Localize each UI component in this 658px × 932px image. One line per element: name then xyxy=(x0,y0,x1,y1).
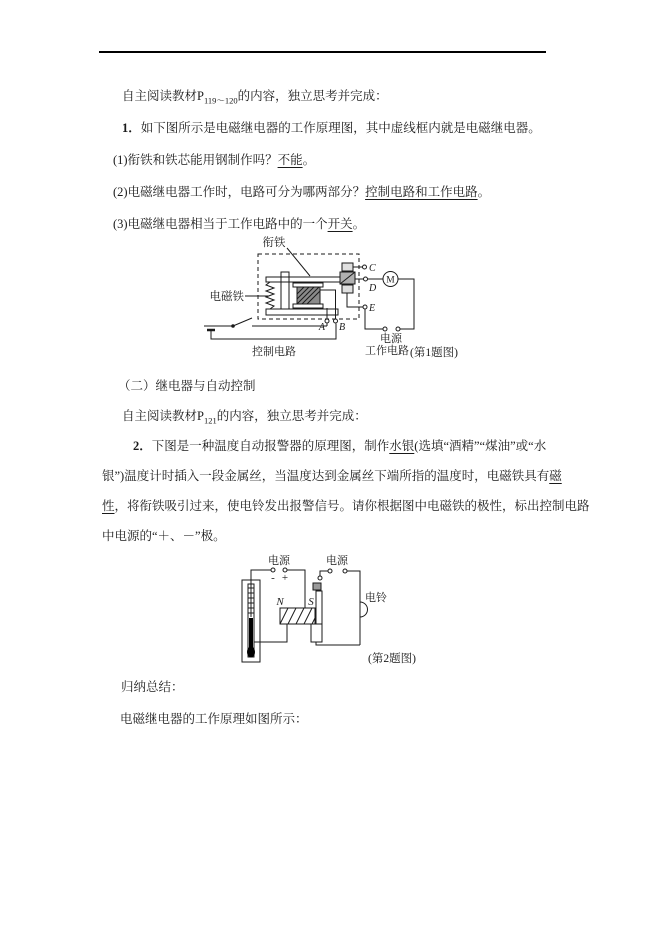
contact-e-wire xyxy=(347,293,363,307)
question2-number: 2． xyxy=(133,439,152,453)
contact-e-label: E xyxy=(369,303,376,314)
q1s3-text: (3)电磁继电器相当于工作电路中的一个 xyxy=(113,217,328,231)
summary-body: 电磁继电器的工作原理如图所示： xyxy=(120,712,308,726)
pole-s-label: S xyxy=(308,596,314,608)
diagram2-caption: (第2题图) xyxy=(368,653,416,665)
work-power-terminal-right xyxy=(343,569,347,573)
electromagnet-label: 电磁铁 xyxy=(209,291,244,303)
question1-number: 1． xyxy=(122,121,141,135)
diagram1-caption: (第1题图) xyxy=(410,347,458,359)
terminal-a-label: A xyxy=(318,322,325,333)
q2l1-tail: (选填“酒精”“煤油”或“水 xyxy=(414,439,547,453)
intro2-pre: 自主阅读教材P xyxy=(122,409,204,423)
work-circuit-label: 工作电路 xyxy=(365,345,409,357)
q1s1-answer: 不能 xyxy=(277,153,303,167)
control-circuit-wiring xyxy=(204,318,336,339)
work-power-label: 电源 xyxy=(326,555,348,567)
question1-text: 如下图所示是电磁继电器的工作原理图，其中虚线框内就是电磁继电器。 xyxy=(140,121,541,135)
work-power-terminal-left xyxy=(328,569,332,573)
q1s3-answer: 开关 xyxy=(327,217,353,231)
plus-sign: + xyxy=(281,572,289,584)
relay-post xyxy=(281,272,289,309)
thermometer-top-wire xyxy=(251,570,271,584)
q1s1-text: (1)衔铁和铁芯能用钢制作吗？ xyxy=(113,153,278,167)
contact-c-terminal xyxy=(363,265,367,269)
temperature-alarm-diagram xyxy=(230,548,450,673)
question1-sub2-line xyxy=(113,184,490,200)
bell-top-wire xyxy=(347,571,360,602)
terminal-b-circle xyxy=(334,319,338,323)
q2l1-text: 下图是一种温度自动报警器的原理图，制作 xyxy=(151,439,390,453)
q1s2-answer: 控制电路和工作电路 xyxy=(365,185,478,199)
section2-heading: （二）继电器与自动控制 xyxy=(118,379,256,393)
contact-e-terminal xyxy=(363,305,367,309)
control-power-label: 电源 xyxy=(268,555,290,567)
q2l3-text: ，将衔铁吸引过来，使电铃发出报警信号。请你根据图中电磁铁的极性，标出控制电路 xyxy=(114,499,590,513)
coil-top-wire xyxy=(287,570,305,608)
contact-c-label: C xyxy=(369,263,376,274)
armature-bar xyxy=(316,591,322,624)
switch-blade xyxy=(233,318,252,326)
question1-line xyxy=(122,120,541,136)
question2-line2 xyxy=(102,468,562,484)
bell-label: 电铃 xyxy=(365,592,387,604)
intro1-post: 的内容，独立思考并完成： xyxy=(237,89,388,103)
mercury-bulb xyxy=(247,647,255,658)
q1s3-period: 。 xyxy=(352,217,366,231)
armature-label: 衔铁 xyxy=(262,237,286,249)
thermometer-side-wire xyxy=(254,624,287,642)
thermometer xyxy=(242,580,260,662)
question2-line1 xyxy=(133,438,546,454)
q1s1-period: 。 xyxy=(302,153,316,167)
electromagnet-coil xyxy=(280,608,315,624)
work-power-terminal-right xyxy=(396,327,400,331)
intro1-line xyxy=(122,88,388,109)
question2-line3 xyxy=(102,498,590,514)
top-rule xyxy=(99,51,546,53)
bell-symbol xyxy=(360,602,368,617)
terminal-a-circle xyxy=(325,319,329,323)
armature-leader-line xyxy=(287,248,310,276)
intro2-post: 的内容，独立思考并完成： xyxy=(216,409,367,423)
contact-d-label: D xyxy=(369,283,377,294)
work-power-terminal-left xyxy=(383,327,387,331)
armature-spring-base xyxy=(311,624,322,642)
summary-heading: 归纳总结： xyxy=(121,680,184,694)
intro1-pre: 自主阅读教材P xyxy=(122,89,204,103)
q1s2-period: 。 xyxy=(477,185,491,199)
q2l1-answer: 水银 xyxy=(389,439,415,453)
question2-line4: 中电源的“＋、－”极。 xyxy=(102,529,226,543)
relay-coil xyxy=(293,283,323,308)
relay-principle-diagram xyxy=(190,228,490,363)
q1s2-text: (2)电磁继电器工作时，电路可分为哪两部分？ xyxy=(113,185,366,199)
intro1-page-sub: 119～120 xyxy=(203,95,238,106)
motor-letter: M xyxy=(386,275,395,286)
intro2-page-sub: 121 xyxy=(203,415,217,426)
intro2-line xyxy=(122,408,367,429)
q2l2-text: 银”)温度计时插入一段金属丝，当温度达到金属丝下端所指的温度时，电磁铁具有 xyxy=(102,469,550,483)
bottom-return-wire xyxy=(316,642,360,645)
control-circuit-label: 控制电路 xyxy=(252,346,296,358)
q2l3-answer: 性 xyxy=(102,499,115,513)
contact-assembly xyxy=(340,263,355,293)
mercury-column xyxy=(249,618,253,649)
contact-d-terminal xyxy=(364,277,368,281)
switch-pivot xyxy=(232,325,235,328)
armature-contact-pad xyxy=(313,583,321,590)
pole-n-label: N xyxy=(276,596,284,608)
terminal-b-label: B xyxy=(339,322,346,333)
work-power-label: 电源 xyxy=(380,333,402,345)
work-circuit-right-wire xyxy=(398,279,414,329)
fixed-contact xyxy=(318,576,322,580)
question1-sub1-line xyxy=(113,152,315,168)
q2l2-answer: 磁 xyxy=(549,469,562,483)
minus-sign: - xyxy=(271,572,275,584)
